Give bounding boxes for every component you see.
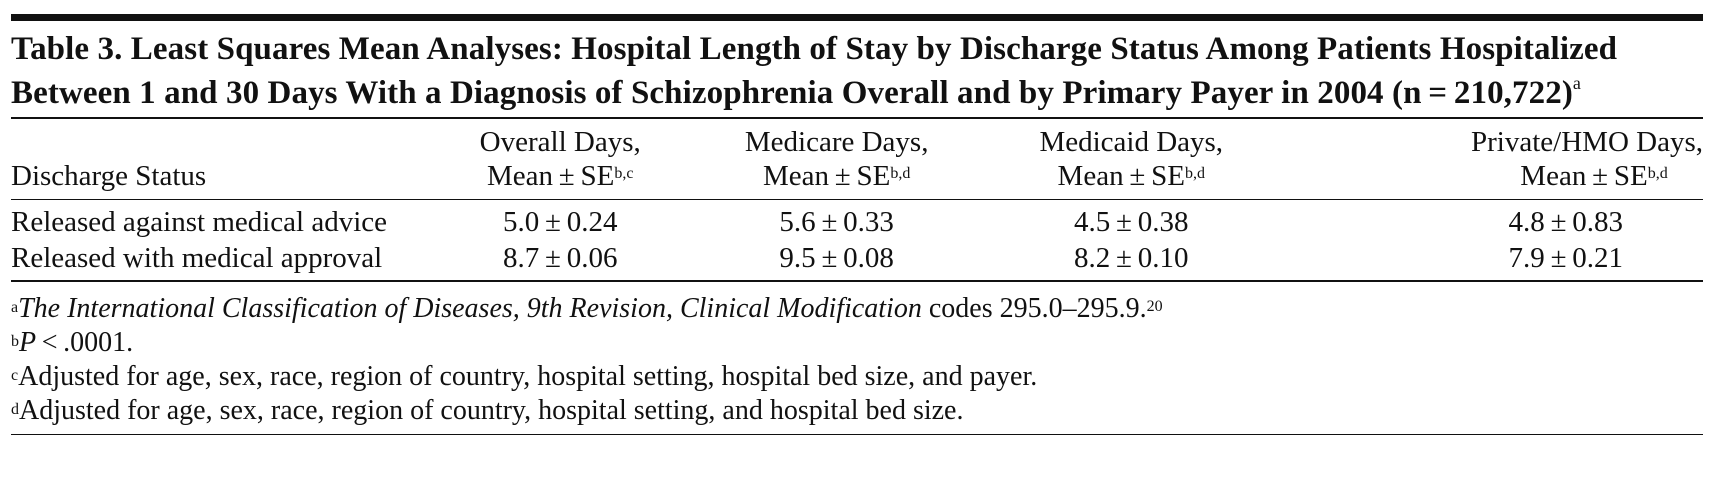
table-title: [11, 31, 1703, 111]
footnote-d: [11, 394, 1703, 428]
column-header-line2: Mean ± SE: [1057, 159, 1185, 192]
column-header-line2-wrap: [1485, 159, 1703, 193]
row-label: Released with medical approval: [11, 242, 383, 275]
cell-private-hmo: 7.9 ± 0.21: [1508, 242, 1624, 275]
column-header-footnote-mark: b,d: [1647, 164, 1668, 182]
column-header-line1: Private/HMO Days,: [1471, 125, 1703, 158]
header-row: [11, 119, 1703, 199]
column-header-line2: Mean ± SE: [486, 159, 615, 192]
footnote-b: [11, 326, 1703, 360]
table-container: [11, 14, 1703, 435]
footnote-mark: a: [11, 298, 19, 316]
row-label: Released against medical advice: [11, 206, 388, 239]
cell-medicaid: 4.5 ± 0.38: [1073, 206, 1189, 239]
cell-overall: 5.0 ± 0.24: [502, 206, 618, 239]
footnotes: [11, 282, 1703, 434]
footnote-a: [11, 292, 1703, 326]
column-header-medicare: [689, 119, 984, 199]
column-header-overall: [431, 119, 689, 199]
column-header-discharge-status: [11, 119, 431, 199]
cell-medicaid: 8.2 ± 0.10: [1073, 242, 1189, 275]
footnote-reference: 20: [1146, 297, 1163, 315]
table-row: [11, 240, 1703, 280]
data-table: [11, 119, 1703, 281]
footnote-text: < .0001.: [36, 326, 134, 358]
footnote-text: Adjusted for age, sex, race, region of country, hospital setting, hospital bed size, and payer.: [18, 360, 1038, 392]
column-header-medicaid: [984, 119, 1279, 199]
column-header-line2: Mean ± SE: [1520, 159, 1648, 192]
footnote-italic: The International Classification of Diseases, 9th Revision, Clinical Modification: [18, 292, 922, 324]
column-header-line1: Medicare Days,: [744, 125, 929, 158]
column-header-line1: Overall Days,: [479, 125, 641, 158]
footnote-mark: b: [11, 332, 19, 350]
cell-overall: 8.7 ± 0.06: [502, 242, 618, 275]
footnote-mark: c: [11, 366, 19, 384]
bottom-rule: [11, 434, 1703, 436]
column-header-footnote-mark: b,d: [890, 164, 911, 182]
column-header-footnote-mark: b,d: [1184, 164, 1205, 182]
cell-medicare: 9.5 ± 0.08: [779, 242, 894, 275]
footnote-text: codes 295.0–295.9.: [921, 292, 1147, 324]
footnote-mark: d: [11, 400, 19, 418]
table-row: [11, 200, 1703, 240]
column-header-footnote-mark: b,c: [614, 164, 634, 182]
table-title-footnote-mark: a: [1572, 73, 1581, 93]
table-header: [11, 119, 1703, 201]
table-title-text: Table 3. Least Squares Mean Analyses: Hospital Length of Stay by Discharge Status Among Patients Hospitalized Between 1 and 30 Days With a Diagnosis of Schizophrenia Overall and by Primary Payer in 2004 (n = 210,722): [11, 31, 1618, 111]
top-thick-rule: [11, 14, 1703, 21]
table-body: [11, 200, 1703, 280]
column-header-label: Discharge Status: [11, 159, 207, 192]
cell-medicare: 5.6 ± 0.33: [779, 206, 894, 239]
footnote-text: Adjusted for age, sex, race, region of country, hospital setting, and hospital bed size.: [19, 394, 964, 426]
column-header-line2: Mean ± SE: [762, 159, 891, 192]
footnote-italic: P: [19, 326, 37, 358]
column-header-private-hmo: [1279, 119, 1703, 199]
footnote-c: [11, 360, 1703, 394]
cell-private-hmo: 4.8 ± 0.83: [1508, 206, 1624, 239]
column-header-line1: Medicaid Days,: [1039, 125, 1224, 158]
